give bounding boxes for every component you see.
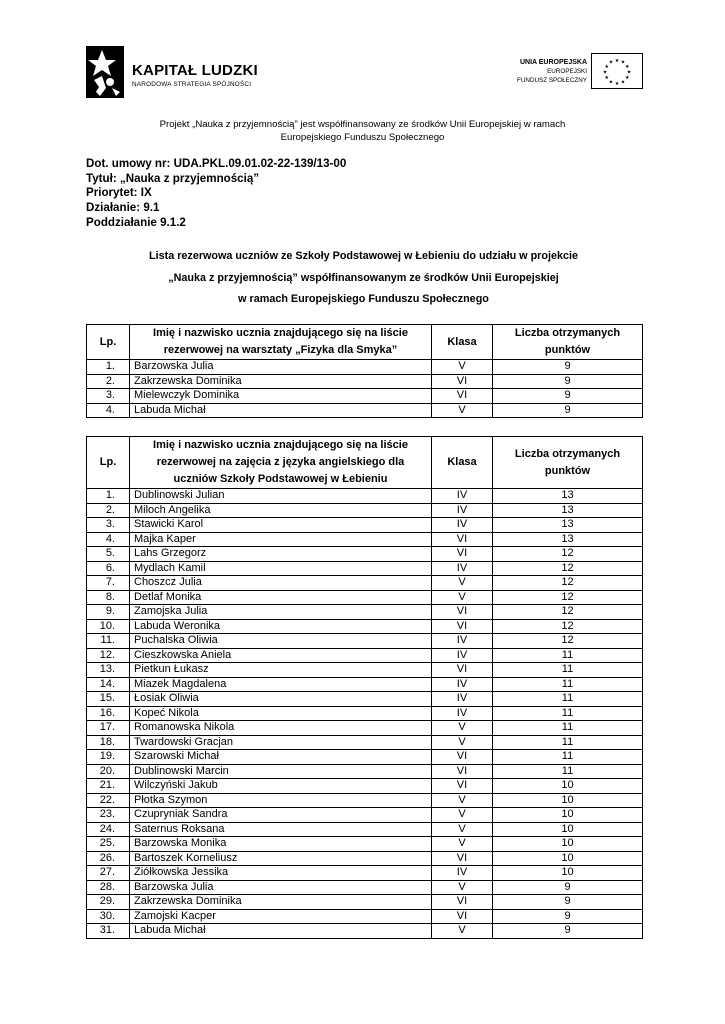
cell-klasa: IV [432,561,493,576]
cell-name: Zamojski Kacper [130,909,432,924]
cell-punkty: 10 [493,851,643,866]
cell-punkty: 13 [493,518,643,533]
svg-text:★: ★ [604,63,609,70]
cell-lp: 2. [87,503,130,518]
svg-text:★: ★ [625,63,630,70]
cell-punkty: 11 [493,663,643,678]
cell-klasa: IV [432,634,493,649]
cell-klasa: IV [432,503,493,518]
table-row [87,648,643,663]
header-klasa: Klasa [432,325,493,360]
eu-logo [505,52,645,92]
cell-name: Szarowski Michał [130,750,432,765]
cell-klasa: VI [432,532,493,547]
cell-name: Ziółkowska Jessika [130,866,432,881]
cell-name: Płotka Szymon [130,793,432,808]
svg-text:★: ★ [608,59,614,66]
cell-name: Detlaf Monika [130,590,432,605]
table-row [87,518,643,533]
reserve-table-english [86,436,643,939]
cell-name: Puchalska Oliwia [130,634,432,649]
table-row [87,677,643,692]
table-row [87,576,643,591]
table-row [87,851,643,866]
cell-punkty: 9 [493,924,643,939]
table-row [87,764,643,779]
cell-punkty: 11 [493,735,643,750]
meta-tytul: Tytuł: „Nauka z przyjemnością” [86,171,260,185]
meta-priorytet: Priorytet: IX [86,186,152,200]
cell-lp: 3. [87,389,130,404]
cell-klasa: IV [432,518,493,533]
table-row [87,837,643,852]
cell-lp: 16. [87,706,130,721]
cell-name: Labuda Michał [130,403,432,418]
cell-name: Barzowska Julia [130,360,432,375]
cell-klasa: VI [432,547,493,562]
kapital-ludzki-logo [80,42,270,102]
cell-lp: 5. [87,547,130,562]
cell-punkty: 11 [493,764,643,779]
cell-punkty: 9 [493,880,643,895]
cell-lp: 10. [87,619,130,634]
table-row [87,866,643,881]
table-row [87,909,643,924]
cell-name: Choszcz Julia [130,576,432,591]
cell-punkty: 12 [493,576,643,591]
cell-lp: 8. [87,590,130,605]
cell-name: Twardowski Gracjan [130,735,432,750]
meta-umowa: Dot. umowy nr: UDA.PKL.09.01.02-22-139/13-00 [86,157,347,170]
cell-lp: 22. [87,793,130,808]
cell-lp: 7. [87,576,130,591]
svg-text:★: ★ [614,81,620,87]
kapital-ludzki-subtitle: NARODOWA STRATEGIA SPÓJNOŚCI [132,81,252,88]
table-row [87,389,643,404]
cell-lp: 11. [87,634,130,649]
header-name: Imię i nazwisko ucznia znajdującego się na liście rezerwowej na zajęcia z języka angielskiego dla uczniów Szkoły Podstawowej w Łebieniu [130,437,432,489]
cell-klasa: IV [432,706,493,721]
cell-name: Zakrzewska Dominika [130,895,432,910]
cell-klasa: V [432,735,493,750]
meta-dzialanie: Działanie: 9.1 [86,201,160,215]
cell-lp: 14. [87,677,130,692]
list-title [86,246,641,311]
cell-klasa: VI [432,895,493,910]
table-row [87,721,643,736]
cell-name: Labuda Weronika [130,619,432,634]
cell-lp: 26. [87,851,130,866]
cell-name: Barzowska Julia [130,880,432,895]
cell-punkty: 9 [493,360,643,375]
cell-lp: 24. [87,822,130,837]
cell-name: Łosiak Oliwia [130,692,432,707]
cell-punkty: 13 [493,489,643,504]
table-row [87,532,643,547]
cell-name: Saternus Roksana [130,822,432,837]
cell-punkty: 10 [493,837,643,852]
cell-name: Majka Kaper [130,532,432,547]
cell-klasa: V [432,837,493,852]
table-row [87,605,643,620]
cell-klasa: VI [432,764,493,779]
cell-lp: 12. [87,648,130,663]
cell-name: Pietkun Łukasz [130,663,432,678]
header-name: Imię i nazwisko ucznia znajdującego się na liście rezerwowej na warsztaty „Fizyka dla Smyka” [130,325,432,360]
cell-name: Dublinowski Marcin [130,764,432,779]
svg-text:★: ★ [604,75,609,82]
cell-lp: 28. [87,880,130,895]
header-klasa: Klasa [432,437,493,489]
cell-klasa: V [432,924,493,939]
svg-text:★: ★ [608,79,614,86]
cell-klasa: V [432,360,493,375]
cell-punkty: 12 [493,605,643,620]
cell-name: Czupryniak Sandra [130,808,432,823]
cell-klasa: VI [432,851,493,866]
table-row [87,924,643,939]
cell-punkty: 12 [493,590,643,605]
cell-name: Stawicki Karol [130,518,432,533]
cell-lp: 19. [87,750,130,765]
cell-punkty: 13 [493,532,643,547]
table-row [87,895,643,910]
table-body [87,360,643,418]
eu-logo-line2: EUROPEJSKI [547,68,587,75]
cell-lp: 21. [87,779,130,794]
cell-lp: 13. [87,663,130,678]
table-row [87,779,643,794]
cell-klasa: V [432,822,493,837]
cell-lp: 4. [87,532,130,547]
cell-punkty: 12 [493,561,643,576]
table-row [87,403,643,418]
table-row [87,634,643,649]
cell-name: Wilczyński Jakub [130,779,432,794]
cell-punkty: 9 [493,909,643,924]
cell-lp: 1. [87,489,130,504]
cell-punkty: 11 [493,648,643,663]
cell-klasa: VI [432,909,493,924]
cell-punkty: 10 [493,866,643,881]
cell-klasa: V [432,403,493,418]
cell-klasa: VI [432,779,493,794]
cell-lp: 17. [87,721,130,736]
cell-punkty: 10 [493,808,643,823]
cell-klasa: VI [432,374,493,389]
table-row [87,590,643,605]
cell-punkty: 11 [493,692,643,707]
cell-punkty: 10 [493,793,643,808]
header-lp: Lp. [87,437,130,489]
cell-name: Lahs Grzegorz [130,547,432,562]
cell-klasa: IV [432,677,493,692]
cell-lp: 6. [87,561,130,576]
cell-lp: 27. [87,866,130,881]
table-row [87,735,643,750]
cell-klasa: VI [432,605,493,620]
cell-name: Zakrzewska Dominika [130,374,432,389]
cell-klasa: IV [432,866,493,881]
header-lp: Lp. [87,325,130,360]
table-header-row [87,325,643,360]
project-note-line1: Projekt „Nauka z przyjemnością” jest współfinansowany ze środków Unii Europejskiej w ramach [159,119,566,130]
cell-punkty: 10 [493,779,643,794]
cell-punkty: 11 [493,750,643,765]
table-row [87,822,643,837]
cell-name: Zamojska Julia [130,605,432,620]
eu-logo-text [517,58,587,85]
cell-klasa: V [432,721,493,736]
table-row [87,503,643,518]
project-note-line2: Europejskiego Funduszu Społecznego [280,132,445,143]
cell-lp: 1. [87,360,130,375]
cell-punkty: 12 [493,634,643,649]
cell-punkty: 10 [493,822,643,837]
table-row [87,374,643,389]
table-header-row [87,437,643,489]
cell-punkty: 9 [493,895,643,910]
cell-punkty: 11 [493,706,643,721]
eu-logo-line1: UNIA EUROPEJSKA [519,59,587,66]
eu-logo-line3: FUNDUSZ SPOŁECZNY [517,77,587,84]
svg-text:★: ★ [626,69,632,76]
cell-punkty: 9 [493,403,643,418]
table-row [87,360,643,375]
cell-lp: 29. [87,895,130,910]
table-row [87,561,643,576]
cell-klasa: V [432,880,493,895]
cell-punkty: 11 [493,721,643,736]
svg-text:★: ★ [620,59,626,66]
svg-text:★: ★ [620,79,626,86]
table-row [87,706,643,721]
cell-punkty: 12 [493,547,643,562]
cell-lp: 25. [87,837,130,852]
svg-text:★: ★ [614,58,620,64]
kapital-ludzki-title: KAPITAŁ LUDZKI [132,62,258,79]
table-row [87,750,643,765]
cell-name: Labuda Michał [130,924,432,939]
cell-klasa: VI [432,389,493,404]
meta-poddzialanie: Poddziałanie 9.1.2 [86,215,186,229]
svg-text:★: ★ [602,69,608,76]
contract-meta [86,157,346,231]
kapital-ludzki-emblem-icon [80,42,130,102]
project-note [100,118,625,144]
table-row [87,619,643,634]
list-title-line3: w ramach Europejskiego Funduszu Społecznego [238,293,489,305]
table-body [87,489,643,939]
cell-name: Cieszkowska Aniela [130,648,432,663]
list-title-line2: „Nauka z przyjemnością” współfinansowanym ze środków Unii Europejskiej [168,271,559,284]
cell-name: Bartoszek Korneliusz [130,851,432,866]
cell-name: Mydlach Kamil [130,561,432,576]
cell-punkty: 13 [493,503,643,518]
reserve-table-physics [86,324,643,418]
cell-klasa: VI [432,663,493,678]
cell-name: Kopeć Nikola [130,706,432,721]
table-row [87,692,643,707]
table-row [87,808,643,823]
cell-name: Romanowska Nikola [130,721,432,736]
cell-name: Miloch Angelika [130,503,432,518]
cell-lp: 3. [87,518,130,533]
cell-name: Dublinowski Julian [130,489,432,504]
cell-klasa: V [432,808,493,823]
cell-lp: 2. [87,374,130,389]
list-title-line1: Lista rezerwowa uczniów ze Szkoły Podstawowej w Łebieniu do udziału w projekcie [149,250,578,262]
cell-name: Mielewczyk Dominika [130,389,432,404]
cell-lp: 18. [87,735,130,750]
table-row [87,663,643,678]
cell-punkty: 9 [493,374,643,389]
table-row [87,489,643,504]
cell-klasa: V [432,576,493,591]
cell-lp: 20. [87,764,130,779]
header-punkty: Liczba otrzymanych punktów [493,437,643,489]
svg-text:★: ★ [625,75,630,82]
table-row [87,880,643,895]
table-row [87,547,643,562]
cell-punkty: 11 [493,677,643,692]
cell-lp: 23. [87,808,130,823]
cell-lp: 15. [87,692,130,707]
cell-klasa: IV [432,648,493,663]
cell-lp: 31. [87,924,130,939]
cell-klasa: IV [432,489,493,504]
cell-klasa: V [432,793,493,808]
eu-flag-icon [591,53,643,89]
cell-klasa: VI [432,619,493,634]
cell-klasa: IV [432,692,493,707]
cell-lp: 9. [87,605,130,620]
cell-punkty: 12 [493,619,643,634]
cell-lp: 4. [87,403,130,418]
cell-name: Barzowska Monika [130,837,432,852]
cell-klasa: V [432,590,493,605]
cell-name: Miazek Magdalena [130,677,432,692]
header-punkty: Liczba otrzymanych punktów [493,325,643,360]
cell-klasa: VI [432,750,493,765]
cell-lp: 30. [87,909,130,924]
cell-punkty: 9 [493,389,643,404]
table-row [87,793,643,808]
